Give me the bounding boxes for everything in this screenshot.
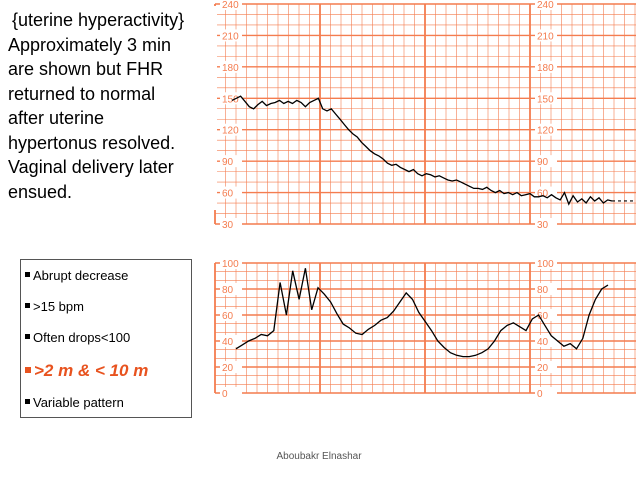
fhr-scale-label: 180 — [537, 62, 554, 74]
bullet-text: Abrupt decrease — [33, 268, 129, 283]
uc-scale-label: 100 — [537, 259, 554, 270]
bullet-text: >15 bpm — [33, 299, 84, 314]
fhr-scale-label: 60 — [222, 188, 234, 200]
fhr-scale-label: 150 — [537, 94, 554, 106]
bullet-text: Variable pattern — [33, 395, 124, 410]
bullet-item — [25, 268, 128, 283]
fhr-scale-label: 120 — [222, 125, 239, 137]
uc-scale-label: 0 — [537, 389, 543, 400]
footer-credit: Aboubakr Elnashar — [276, 451, 362, 462]
fhr-scale-label: 90 — [537, 157, 549, 169]
uc-scale-label: 20 — [222, 363, 234, 374]
bullet-item-highlight — [25, 361, 148, 381]
square-bullet-icon — [25, 367, 31, 373]
fhr-scale-label: 120 — [537, 125, 554, 137]
uc-scale-label: 60 — [222, 311, 234, 322]
uc-scale-label: 60 — [537, 311, 549, 322]
text-line: Approximately 3 min — [8, 34, 172, 55]
square-bullet-icon — [25, 303, 30, 308]
fhr-scale-label: 30 — [222, 220, 234, 231]
text-line: ensued. — [8, 181, 73, 202]
square-bullet-icon — [25, 272, 30, 277]
square-bullet-icon — [25, 399, 30, 404]
uc-scale-label: 40 — [222, 337, 234, 348]
bullet-item — [25, 330, 130, 345]
bullet-text: Often drops<100 — [33, 330, 131, 345]
text-line: are shown but FHR — [8, 59, 164, 79]
bullet-list — [20, 259, 192, 418]
uc-scale-label: 40 — [537, 337, 549, 348]
fhr-scale-label: 150 — [222, 94, 239, 106]
fhr-scale-label: 60 — [537, 188, 549, 200]
fhr-scale-label: 210 — [222, 31, 239, 43]
fhr-scale-label: 90 — [222, 157, 234, 169]
text-line: after uterine — [8, 108, 105, 128]
uc-scale-label: 80 — [537, 285, 549, 296]
fhr-scale-label: 30 — [537, 220, 549, 231]
uc-scale-label: 0 — [222, 389, 228, 400]
uc-scale-label: 20 — [537, 363, 549, 374]
fhr-scale-label: 210 — [537, 31, 554, 43]
uc-scale-label: 80 — [222, 285, 234, 296]
text-line: Vaginal delivery later — [8, 157, 174, 177]
bullet-item — [25, 299, 84, 314]
bullet-text: >2 m & < 10 m — [34, 361, 149, 380]
fhr-scale-label: 240 — [537, 0, 554, 11]
uc-scale-label: 100 — [222, 259, 239, 270]
text-line: hypertonus resolved. — [8, 132, 176, 153]
description-text — [6, 6, 217, 210]
fhr-scale-label: 240 — [222, 0, 239, 11]
text-line: {uterine hyperactivity} — [12, 10, 185, 30]
fhr-scale-label: 180 — [222, 62, 239, 74]
text-line: returned to normal — [8, 83, 156, 104]
bullet-item — [25, 395, 124, 410]
square-bullet-icon — [25, 334, 30, 339]
